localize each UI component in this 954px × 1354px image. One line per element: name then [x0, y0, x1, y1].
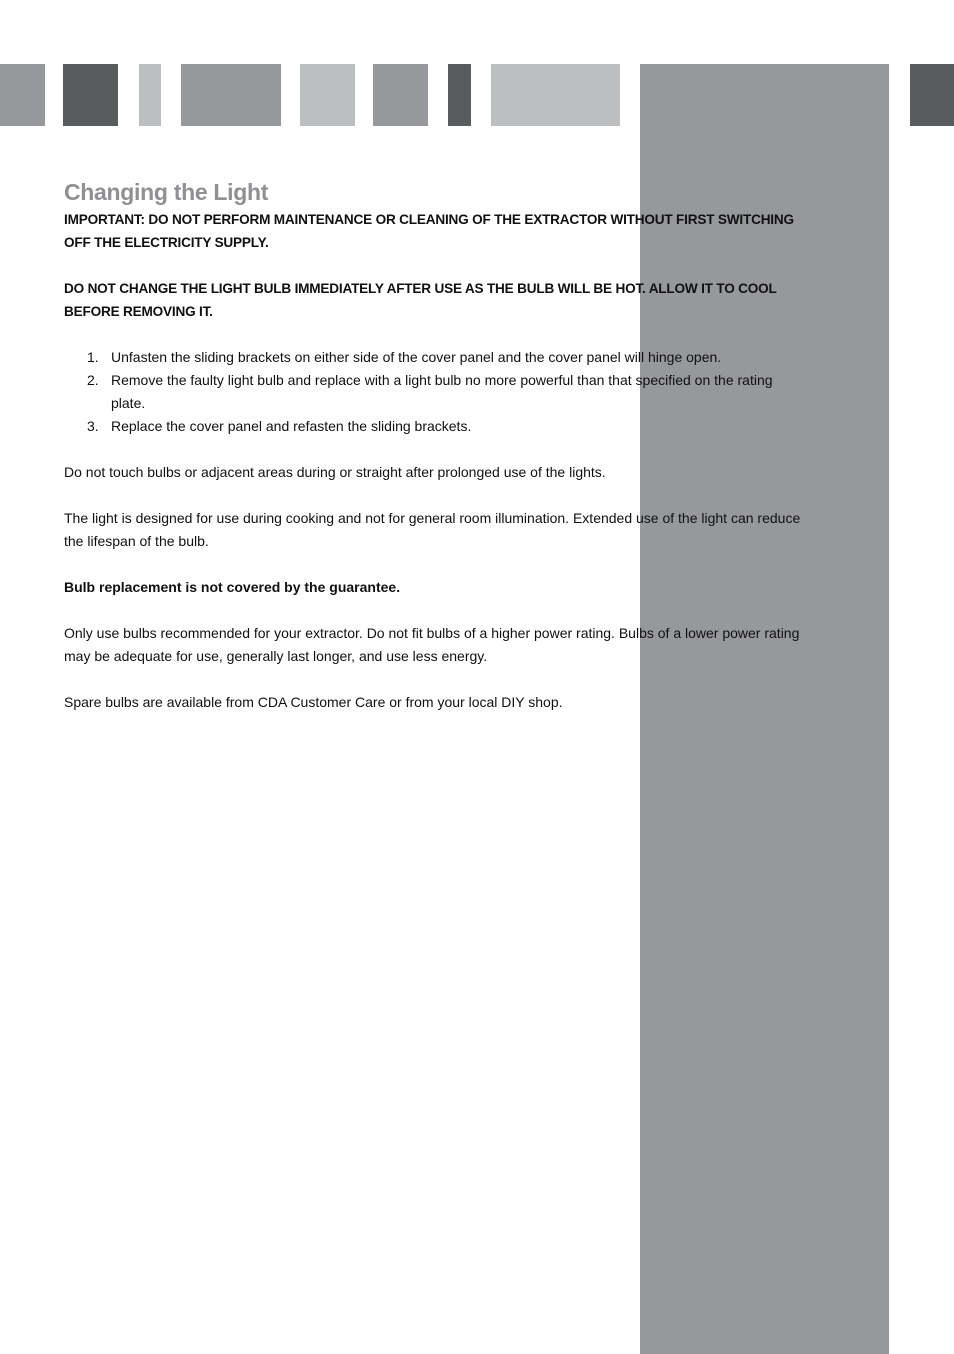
steps-list	[64, 346, 804, 438]
header-block-6	[373, 64, 428, 126]
paragraph-touch-warning: Do not touch bulbs or adjacent areas during or straight after prolonged use of the lights.	[64, 464, 606, 480]
header-block-5	[300, 64, 355, 126]
header-block-2	[63, 64, 118, 126]
step-item	[64, 415, 804, 438]
header-block-4	[181, 64, 281, 126]
paragraph-usage: The light is designed for use during cooking and not for general room illumination. Extended use of the light can reduce the lifespan of the bulb.	[64, 510, 801, 549]
paragraph-bulb-rating: Only use bulbs recommended for your extractor. Do not fit bulbs of a higher power rating. Bulbs of a lower power rating may be adequate for use, generally last longer, and use less energy.	[64, 625, 800, 664]
header-block-1	[0, 64, 45, 126]
step-text: Unfasten the sliding brackets on either side of the cover panel and the cover panel will hinge open.	[111, 349, 722, 365]
main-content	[64, 176, 804, 714]
section-title: Changing the Light	[64, 179, 269, 205]
header-block-8	[491, 64, 620, 126]
warning-maintenance: IMPORTANT: DO NOT PERFORM MAINTENANCE OR CLEANING OF THE EXTRACTOR WITHOUT FIRST SWITCHING OFF THE ELECTRICITY SUPPLY.	[64, 212, 794, 250]
step-number: 1.	[87, 349, 99, 365]
step-text: Remove the faulty light bulb and replace with a light bulb no more powerful than that specified on the rating plate.	[111, 372, 773, 411]
step-item	[64, 369, 804, 415]
step-number: 2.	[87, 372, 99, 388]
header-block-9	[910, 64, 954, 126]
paragraph-spare-bulbs: Spare bulbs are available from CDA Customer Care or from your local DIY shop.	[64, 694, 563, 710]
step-number: 3.	[87, 418, 99, 434]
header-block-3	[139, 64, 161, 126]
header-block-7	[448, 64, 471, 126]
warning-hot-bulb: DO NOT CHANGE THE LIGHT BULB IMMEDIATELY AFTER USE AS THE BULB WILL BE HOT. ALLOW IT TO COOL BEFORE REMOVING IT.	[64, 281, 777, 319]
paragraph-guarantee: Bulb replacement is not covered by the guarantee.	[64, 579, 401, 595]
step-text: Replace the cover panel and refasten the sliding brackets.	[111, 418, 472, 434]
step-item	[64, 346, 804, 369]
